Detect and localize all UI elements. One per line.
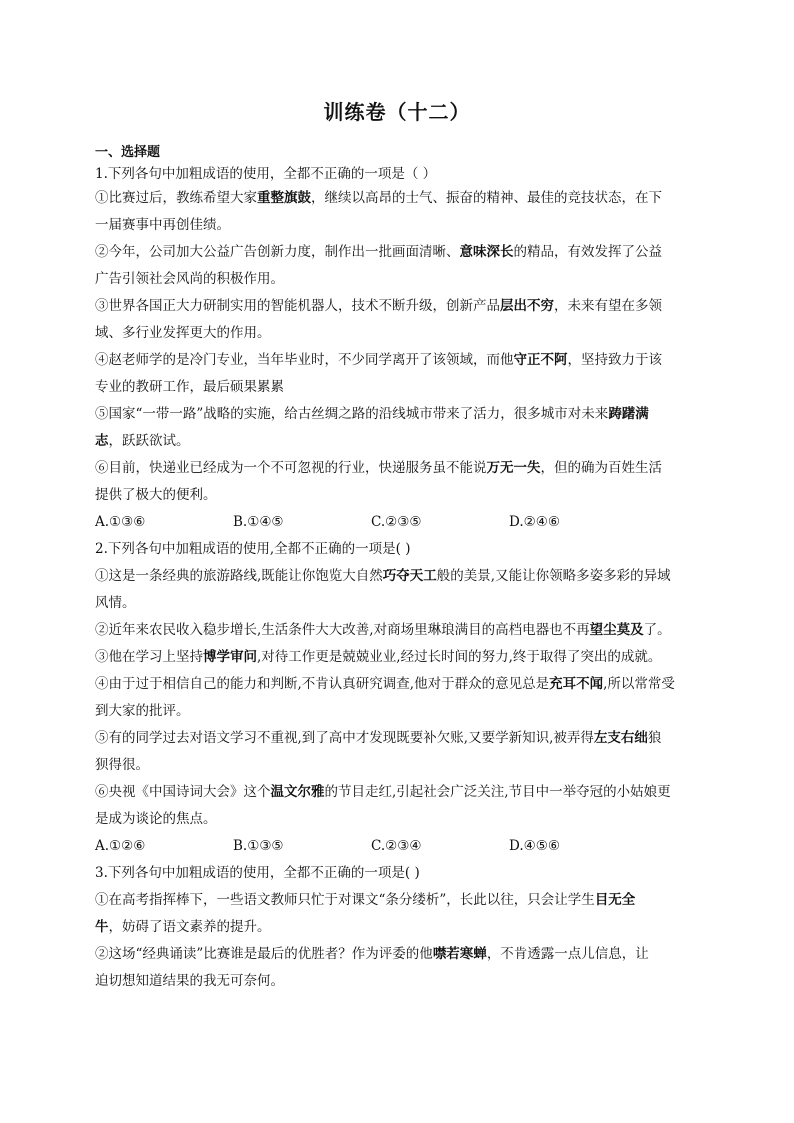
bold-idiom: 充耳不闻 (549, 676, 604, 692)
item-line (95, 941, 705, 968)
bold-idiom: 左支右绌 (593, 730, 648, 746)
item-line (95, 374, 705, 401)
question-3 (95, 860, 705, 995)
sentence-text: ⑤国家“一带一路”战略的实施，给古丝绸之路的沿线城市带来了活力，很多城市对未来 (95, 406, 609, 422)
question-item (95, 779, 705, 833)
item-line (95, 401, 705, 428)
answer-options (95, 509, 705, 536)
sentence-text: 风情。 (95, 595, 136, 611)
question-item (95, 293, 705, 347)
sentence-text: ，坚持致力于该 (567, 352, 662, 368)
item-line (95, 185, 705, 212)
sentence-text: ④由于过于相信自己的能力和判断,不肯认真研究调查,他对于群众的意见总是 (95, 676, 550, 692)
item-line (95, 590, 705, 617)
question-item (95, 725, 705, 779)
answer-option[interactable]: A.①③⑥ (95, 514, 146, 530)
item-line (95, 617, 705, 644)
question-1 (95, 163, 705, 536)
sentence-text: ,所以常常受 (603, 676, 675, 692)
bold-idiom: 重整旗鼓 (257, 190, 311, 206)
item-line (95, 914, 705, 941)
sentence-text: 的节目走红,引起社会广泛关注,节目中一举夺冠的小姑娘更 (324, 784, 671, 800)
bold-idiom: 望尘莫及 (589, 622, 644, 638)
answer-options (95, 833, 705, 860)
item-line (95, 320, 705, 347)
answer-option[interactable]: A.①②⑥ (95, 838, 146, 854)
sentence-text: 般的美景,又能让你领略多姿多彩的异域 (436, 568, 671, 584)
bold-idiom: 守正不阿 (513, 352, 568, 368)
item-line (95, 725, 705, 752)
sentence-text: 狈得很。 (95, 757, 149, 773)
sentence-text: 的精品，有效发挥了公益 (513, 244, 662, 260)
sentence-text: 到大家的批评。 (95, 703, 190, 719)
sentence-text: 域、多行业发挥更大的作用。 (95, 325, 271, 341)
sentence-text: ，未来有望在多领 (554, 298, 662, 314)
sentence-text: ，不肯透露一点儿信息，让 (486, 946, 649, 962)
bold-idiom: 目无全 (594, 892, 636, 908)
answer-option[interactable]: D.④⑤⑥ (509, 838, 560, 854)
document-body (95, 143, 705, 995)
item-line (95, 482, 705, 509)
question-item (95, 185, 705, 239)
sentence-text: ，妨碍了语文素养的提升。 (108, 919, 271, 935)
question-stem: 2.下列各句中加粗成语的使用,全都不正确的一项是( ) (95, 541, 411, 557)
question-item (95, 347, 705, 401)
item-line (95, 455, 705, 482)
sentence-text: ，继续以高昂的士气、振奋的精神、最佳的竞技状态，在下 (311, 190, 662, 206)
sentence-text: ,对待工作更是兢兢业业,经过长时间的努力,终于取得了突出的成就。 (257, 649, 662, 665)
sentence-text: ⑤有的同学过去对语文学习不重视,到了高中才发现既要补欠账,又要学新知识,被弄得 (95, 730, 594, 746)
question-item (95, 239, 705, 293)
item-line (95, 644, 705, 671)
question-item (95, 671, 705, 725)
item-line (95, 428, 705, 455)
item-line (95, 266, 705, 293)
answer-option[interactable]: B.①④⑤ (233, 514, 284, 530)
bold-idiom: 意味深长 (459, 244, 514, 260)
sentence-text: 提供了极大的便利。 (95, 487, 217, 503)
item-line (95, 806, 705, 833)
sentence-text: ②近年来农民收入稳步增长,生活条件大大改善,对商场里琳琅满目的高档电器也不再 (95, 622, 590, 638)
bold-idiom: 牛 (95, 919, 109, 935)
sentence-text: ③世界各国正大力研制实用的智能机器人，技术不断升级，创新产品 (95, 298, 500, 314)
answer-option[interactable]: D.②④⑥ (509, 514, 560, 530)
item-line (95, 779, 705, 806)
item-line (95, 698, 705, 725)
bold-idiom: 层出不穷 (500, 298, 554, 314)
sentence-text: 迫切想知道结果的我无可奈何。 (95, 973, 284, 989)
sentence-text: ①比赛过后，教练希望大家 (95, 190, 257, 206)
question-stem: 1.下列各句中加粗成语的使用，全都不正确的一项是（ ） (95, 166, 437, 182)
sentence-text: 了。 (643, 622, 671, 638)
bold-idiom: 温文尔雅 (270, 784, 325, 800)
item-line (95, 887, 705, 914)
item-line (95, 212, 705, 239)
sentence-text: 是成为谈论的焦点。 (95, 811, 217, 827)
answer-option[interactable]: B.①③⑤ (233, 838, 284, 854)
item-line (95, 239, 705, 266)
question-item (95, 401, 705, 455)
item-line (95, 752, 705, 779)
sentence-text: 专业的教研工作，最后硕果累累 (95, 379, 284, 395)
bold-idiom: 噤若寒蝉 (432, 946, 487, 962)
question-item (95, 941, 705, 995)
bold-idiom: 巧夺天工 (382, 568, 437, 584)
sentence-text: ④赵老师学的是冷门专业，当年毕业时，不少同学离开了该领域，而他 (95, 352, 514, 368)
sentence-text: ⑥央视《中国诗词大会》这个 (95, 784, 271, 800)
sentence-text: 一届赛事中再创佳绩。 (95, 217, 230, 233)
sentence-text: 狼 (647, 730, 662, 746)
question-stem: 3.下列各句中加粗成语的使用，全都不正确的一项是( ) (95, 865, 420, 881)
sentence-text: ①在高考指挥棒下，一些语文教师只忙于对课文“条分缕析”，长此以往，只会让学生 (95, 892, 595, 908)
sentence-text: ⑥目前，快递业已经成为一个不可忽视的行业，快递服务虽不能说 (95, 460, 487, 476)
sentence-text: ，跃跃欲试。 (108, 433, 190, 449)
item-line (95, 293, 705, 320)
answer-option[interactable]: C.②③④ (371, 838, 422, 854)
question-item (95, 563, 705, 617)
bold-idiom: 万无一失 (486, 460, 541, 476)
question-item (95, 644, 705, 671)
answer-option[interactable]: C.②③⑤ (371, 514, 422, 530)
item-line (95, 671, 705, 698)
sentence-text: ①这是一条经典的旅游路线,既能让你饱览大自然 (95, 568, 383, 584)
sentence-text: 广告引领社会风尚的积极作用。 (95, 271, 284, 287)
item-line (95, 347, 705, 374)
page-title: 训练卷（十二） (323, 100, 471, 124)
item-line (95, 563, 705, 590)
question-item (95, 887, 705, 941)
sentence-text: ②今年，公司加大公益广告创新力度，制作出一批画面清晰、 (95, 244, 460, 260)
question-item (95, 455, 705, 509)
bold-idiom: 踌躇满 (608, 406, 649, 422)
sentence-text: ③他在学习上坚持 (95, 649, 203, 665)
sentence-text: ，但的确为百姓生活 (540, 460, 662, 476)
question-2 (95, 536, 705, 860)
bold-idiom: 博学审问 (203, 649, 257, 665)
sentence-text: ②这场“经典诵读”比赛谁是最后的优胜者？作为评委的他 (95, 946, 433, 962)
section-heading: 一、选择题 (95, 145, 161, 160)
bold-idiom: 志 (95, 433, 109, 449)
item-line (95, 968, 705, 995)
question-item (95, 617, 705, 644)
